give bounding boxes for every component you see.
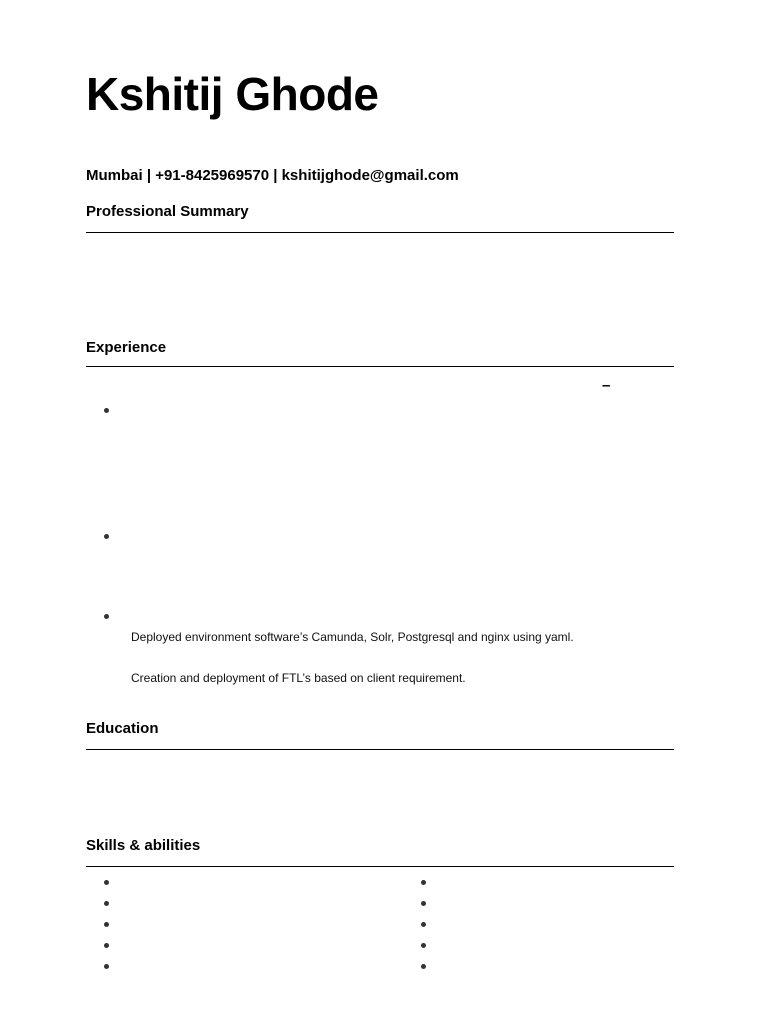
experience-bullet xyxy=(104,408,109,413)
experience-bullet xyxy=(104,534,109,539)
education-heading: Education xyxy=(86,720,159,737)
skills-bullet xyxy=(421,943,426,948)
resume-name: Kshitij Ghode xyxy=(86,68,379,120)
skills-bullet xyxy=(421,922,426,927)
experience-date-separator: – xyxy=(602,377,611,394)
experience-detail: Deployed environment software’s Camunda, Solr, Postgresql and nginx using yaml. xyxy=(131,630,574,644)
skills-bullet xyxy=(421,880,426,885)
skills-heading: Skills & abilities xyxy=(86,837,201,854)
skills-bullet xyxy=(104,901,109,906)
experience-detail: Creation and deployment of FTL’s based on client requirement. xyxy=(131,671,466,685)
contact-line: Mumbai | +91-8425969570 | kshitijghode@gmail.com xyxy=(86,167,459,184)
skills-bullet xyxy=(104,964,109,969)
skills-bullet xyxy=(104,943,109,948)
skills-bullet xyxy=(421,964,426,969)
skills-bullet xyxy=(104,880,109,885)
skills-divider xyxy=(86,866,674,867)
experience-heading: Experience xyxy=(86,339,167,356)
summary-heading: Professional Summary xyxy=(86,203,249,220)
education-divider xyxy=(86,749,674,750)
skills-bullet xyxy=(421,901,426,906)
experience-divider xyxy=(86,366,674,367)
experience-bullet xyxy=(104,614,109,619)
summary-divider xyxy=(86,232,674,233)
skills-bullet xyxy=(104,922,109,927)
